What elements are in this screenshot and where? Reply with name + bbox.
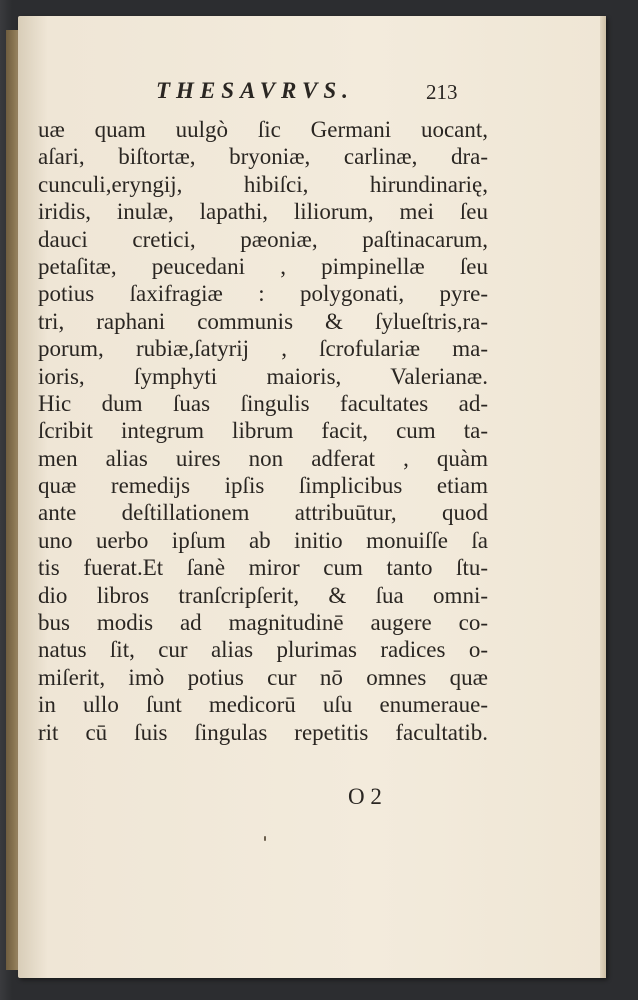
text-line: miſerit, imò potius cur nō omnes quæ	[38, 664, 488, 690]
text-line: tis fuerat.Et ſanè miror cum tanto ſtu-	[38, 555, 488, 581]
text-line: quæ remedijs ipſis ſimplicibus etiam	[38, 473, 488, 499]
page-number: 213	[426, 80, 458, 104]
page-edge	[600, 16, 606, 978]
text-line: uæ quam uulgò ſic Germani uocant,	[38, 117, 488, 142]
text-line: ſcribit integrum librum facit, cum ta-	[38, 418, 488, 444]
text-line: aſari, biſtortæ, bryoniæ, carlinæ, dra-	[38, 144, 488, 170]
text-line: porum, rubiæ,ſatyrij , ſcrofulariæ ma-	[38, 336, 488, 362]
text-line: ioris, ſymphyti maioris, Valerianæ.	[38, 363, 488, 389]
book-page	[18, 16, 606, 978]
text-line: petaſitæ, peucedani , pimpinellæ ſeu	[38, 253, 488, 279]
running-head: THESAVRVS.	[156, 78, 354, 103]
text-line: ante deſtillationem attribuūtur, quod	[38, 500, 488, 526]
text-line: potius ſaxifragiæ : polygonati, pyre-	[38, 281, 488, 307]
text-line: Hic dum ſuas ſingulis facultates ad-	[38, 390, 488, 416]
ink-speck	[264, 836, 266, 841]
page-header	[18, 74, 606, 114]
text-line: dauci cretici, pæoniæ, paſtinacarum,	[38, 226, 488, 252]
text-line: men alias uires non adferat , quàm	[38, 445, 488, 471]
text-line: dio libros tranſcripſerit, & ſua omni-	[38, 582, 488, 608]
signature-mark: O 2	[348, 784, 382, 809]
text-line: uno uerbo ipſum ab initio monuiſſe ſa	[38, 527, 488, 553]
text-line: in ullo ſunt medicorū uſu enumeraue-	[38, 692, 488, 718]
text-line: tri, raphani communis & ſylueſtris,ra-	[38, 308, 488, 334]
text-line: rit cū ſuis ſingulas repetitis facultatib.	[38, 719, 488, 745]
text-line: cunculi,eryngij, hibiſci, hirundinarię,	[38, 171, 488, 197]
text-line: iridis, inulæ, lapathi, liliorum, mei ſeu	[38, 199, 488, 225]
body-text	[38, 116, 488, 746]
text-line: bus modis ad magnitudinē augere co-	[38, 610, 488, 636]
text-line: natus ſit, cur alias plurimas radices o-	[38, 637, 488, 663]
